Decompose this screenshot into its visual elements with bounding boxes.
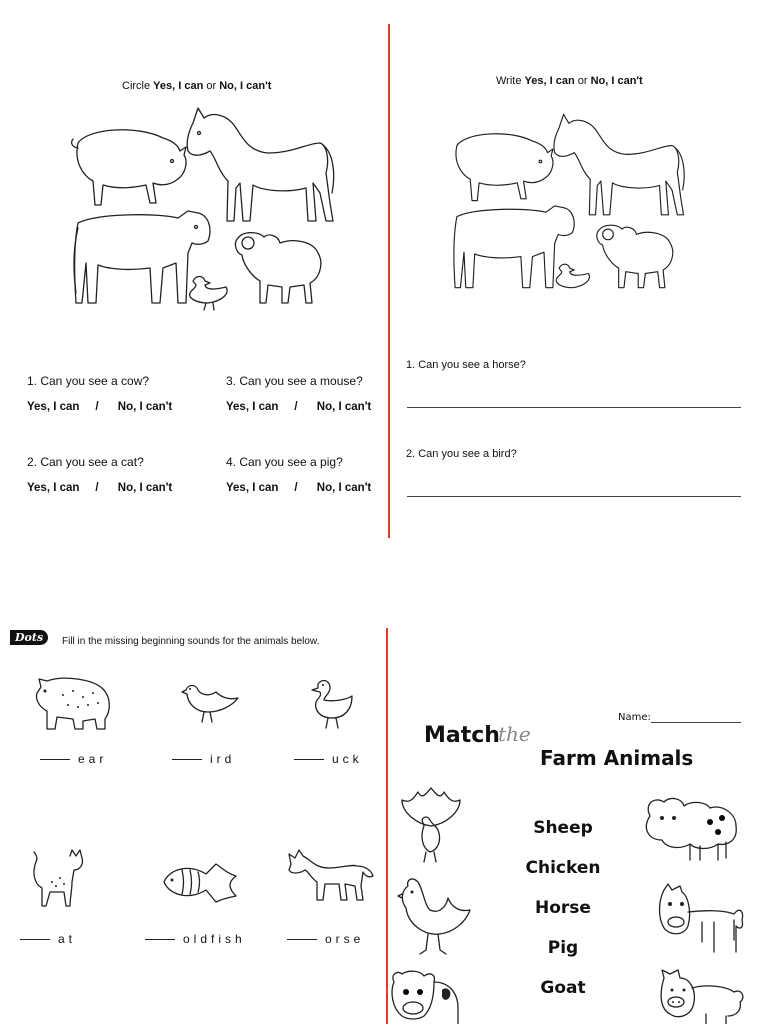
match-word-sheep[interactable]: Sheep <box>533 818 593 838</box>
title-farm-animals: Farm Animals <box>540 746 694 770</box>
fill-item-oldfish[interactable]: oldfish <box>145 932 246 946</box>
name-line[interactable] <box>651 722 741 723</box>
chicken-icon <box>398 874 474 958</box>
blank[interactable] <box>145 939 175 940</box>
bottom-divider <box>386 628 388 1024</box>
blank[interactable] <box>40 759 70 760</box>
name-label: Name: <box>618 712 651 723</box>
match-word-goat[interactable]: Goat <box>540 978 586 998</box>
pig-icon <box>456 134 553 201</box>
horse-icon <box>285 846 375 902</box>
horse-icon <box>654 882 746 954</box>
ws1-q2: 2. Can you see a cat? <box>27 455 144 469</box>
match-word-horse[interactable]: Horse <box>535 898 591 918</box>
farm-animals-illustration-2 <box>448 108 688 303</box>
sheep-icon <box>235 233 320 303</box>
ws1-a2[interactable]: Yes, I can / No, I can't <box>27 482 173 494</box>
ws1-q3: 3. Can you see a mouse? <box>226 374 363 388</box>
horse-icon <box>187 108 333 221</box>
goldfish-icon <box>160 858 238 906</box>
ws2-q2: 2. Can you see a bird? <box>406 448 517 460</box>
pig-icon <box>656 968 746 1024</box>
fill-item-ear[interactable]: ear <box>40 752 107 766</box>
ws1-q1: 1. Can you see a cow? <box>27 374 150 388</box>
fill-item-ird[interactable]: ird <box>172 752 235 766</box>
pig-icon <box>72 130 186 205</box>
farm-animals-illustration <box>68 103 338 318</box>
ws1-a1[interactable]: Yes, I can / No, I can't <box>27 401 173 413</box>
ws1-a4[interactable]: Yes, I can / No, I can't <box>226 482 372 494</box>
sheep-icon <box>640 794 740 864</box>
title-the: the <box>498 722 531 746</box>
duck-icon <box>556 264 589 288</box>
dots-logo: Dots <box>10 630 48 645</box>
ws1-instruction: Circle Yes, I can or No, I can't <box>122 80 272 92</box>
ws2-answer-line-2[interactable] <box>407 496 741 497</box>
blank[interactable] <box>172 759 202 760</box>
match-word-pig[interactable]: Pig <box>547 938 579 958</box>
ws2-instruction: Write Yes, I can or No, I can't <box>496 75 643 87</box>
cow-icon <box>388 968 460 1024</box>
ws2-q1: 1. Can you see a horse? <box>406 359 526 371</box>
ws1-q4: 4. Can you see a pig? <box>226 455 343 469</box>
cow-icon <box>454 206 574 288</box>
blank[interactable] <box>20 939 50 940</box>
bear-icon <box>33 675 113 731</box>
fill-item-orse[interactable]: orse <box>287 932 364 946</box>
bird-icon <box>180 680 242 726</box>
ws1-a3[interactable]: Yes, I can / No, I can't <box>226 401 372 413</box>
duck-icon <box>190 277 227 311</box>
cow-icon <box>74 211 210 303</box>
fill-item-uck[interactable]: uck <box>294 752 363 766</box>
sheep-icon <box>597 225 673 288</box>
match-word-chicken[interactable]: Chicken <box>525 858 601 878</box>
blank[interactable] <box>294 759 324 760</box>
horse-icon <box>554 114 684 214</box>
duck-icon <box>308 678 354 730</box>
top-divider <box>388 24 390 538</box>
ws3-instruction: Fill in the missing beginning sounds for the animals below. <box>62 636 320 647</box>
title-match: Match <box>424 723 500 748</box>
fill-item-at[interactable]: at <box>20 932 76 946</box>
blank[interactable] <box>287 939 317 940</box>
cat-icon <box>30 848 86 908</box>
ws2-answer-line-1[interactable] <box>407 407 741 408</box>
turkey-icon <box>396 786 466 864</box>
